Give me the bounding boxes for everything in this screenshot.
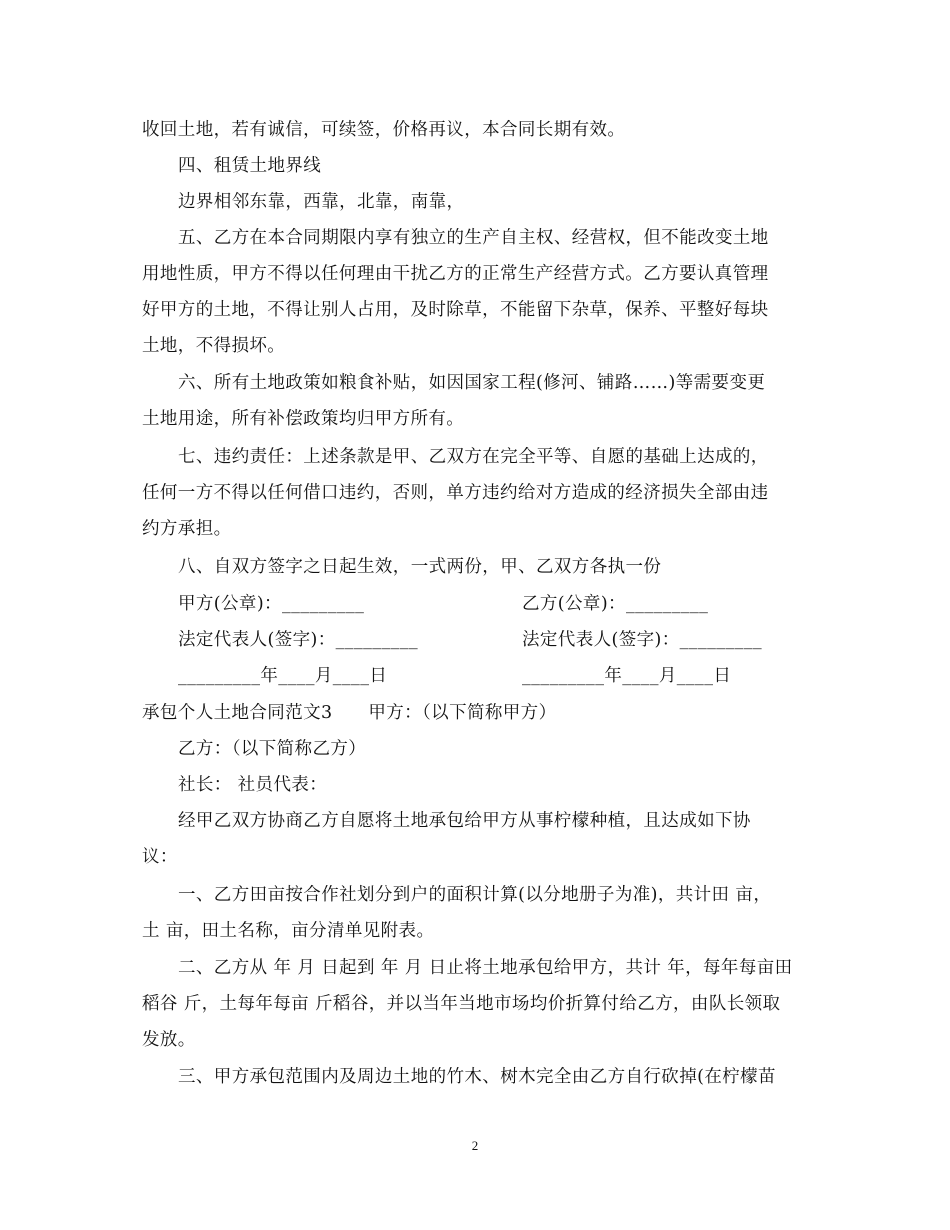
paragraph-line: 八、自双方签字之日起生效，一式两份，甲、乙双方各执一份 [178, 557, 662, 577]
party-b-representative-field: 法定代表人(签字)：_________ [522, 630, 763, 650]
paragraph-line: 经甲乙双方协商乙方自愿将土地承包给甲方从事柠檬种植，且达成如下协 [178, 811, 751, 831]
paragraph-line: 三、甲方承包范围内及周边土地的竹木、树木完全由乙方自行砍掉(在柠檬苗 [178, 1067, 776, 1087]
paragraph-line: 稻谷 斤，土每年每亩 斤稻谷，并以当年当地市场均价折算付给乙方，由队长领取 [142, 994, 781, 1014]
paragraph-line: 边界相邻东靠，西靠，北靠，南靠， [178, 192, 465, 212]
paragraph-line: 发放。 [142, 1030, 196, 1050]
paragraph-line: 六、所有土地政策如粮食补贴，如因国家工程(修河、铺路……)等需要变更 [178, 373, 766, 393]
party-b-date-field: _________年____月____日 [522, 666, 732, 686]
contract-title-line: 承包个人土地合同范文3 甲方：（以下简称甲方） [142, 703, 557, 723]
paragraph-line: 任何一方不得以任何借口违约，否则，单方违约给对方造成的经济损失全部由违 [142, 483, 769, 503]
paragraph-line: 七、违约责任：上述条款是甲、乙双方在完全平等、自愿的基础上达成的， [178, 447, 769, 467]
paragraph-line: 好甲方的土地，不得让别人占用，及时除草，不能留下杂草，保养、平整好每块 [142, 300, 769, 320]
paragraph-line: 土 亩，田土名称，亩分清单见附表。 [142, 921, 435, 941]
paragraph-line: 土地，不得损坏。 [142, 336, 286, 356]
paragraph-line: 土地用途，所有补偿政策均归甲方所有。 [142, 409, 465, 429]
paragraph-line: 社长： 社员代表： [178, 775, 328, 795]
paragraph-line: 五、乙方在本合同期限内享有独立的生产自主权、经营权，但不能改变土地 [178, 228, 769, 248]
page-number: 2 [471, 1138, 479, 1153]
party-a-date-field: _________年____月____日 [178, 666, 388, 686]
paragraph-line: 用地性质，甲方不得以任何理由干扰乙方的正常生产经营方式。乙方要认真管理 [142, 264, 769, 284]
party-a-representative-field: 法定代表人(签字)：_________ [178, 630, 419, 650]
paragraph-line: 议： [142, 847, 178, 867]
paragraph-line: 约方承担。 [142, 519, 232, 539]
party-b-seal-field: 乙方(公章)：_________ [522, 594, 709, 614]
paragraph-line: 收回土地，若有诚信，可续签，价格再议，本合同长期有效。 [142, 120, 626, 140]
paragraph-line: 一、乙方田亩按合作社划分到户的面积计算(以分地册子为准)，共计田 亩， [178, 885, 772, 905]
paragraph-line: 二、乙方从 年 月 日起到 年 月 日止将土地承包给甲方，共计 年，每年每亩田 [178, 958, 793, 978]
section-heading-boundaries: 四、租赁土地界线 [178, 156, 322, 176]
paragraph-line: 乙方：（以下简称乙方） [178, 739, 367, 759]
party-a-seal-field: 甲方(公章)：_________ [178, 594, 365, 614]
